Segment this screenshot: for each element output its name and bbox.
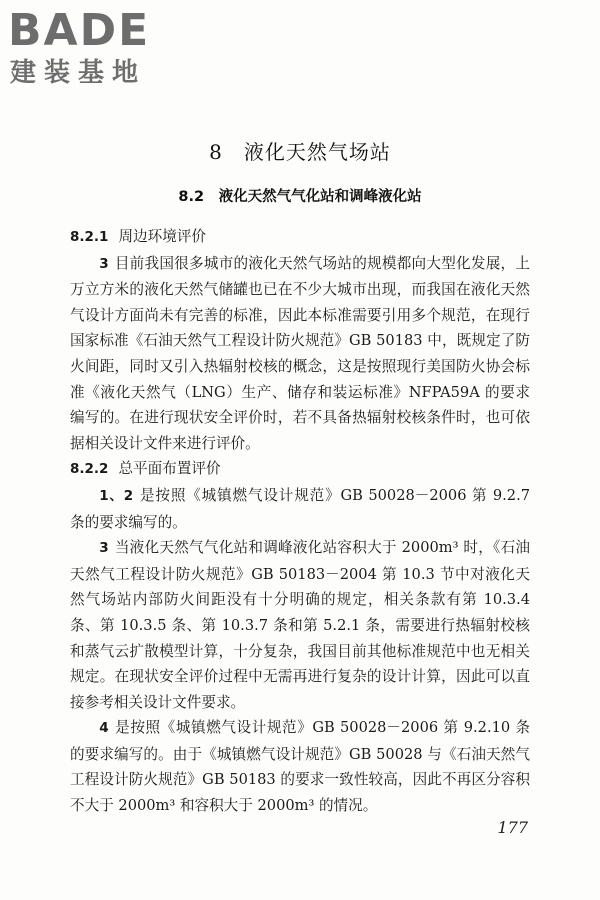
clause-paragraph xyxy=(70,715,530,818)
paragraph-text: 是按照《城镇燃气设计规范》GB 50028－2006 第 9.2.7 条的要求编写的。 xyxy=(70,486,530,531)
paragraph-item-number: 1、2 xyxy=(99,487,134,504)
clause-number: 8.2.2 xyxy=(70,461,109,478)
paragraph-item-number: 4 xyxy=(99,720,109,737)
brand-logo-wordmark: BADE xyxy=(8,5,151,56)
section-title: 8.2 液化天然气气化站和调峰液化站 xyxy=(178,189,422,205)
clause-title: 总平面布置评价 xyxy=(118,460,221,478)
paragraph-item-number: 3 xyxy=(99,255,109,272)
clause-heading xyxy=(70,456,530,483)
clause-paragraph xyxy=(70,483,530,535)
clause-heading xyxy=(70,224,530,251)
brand-logo xyxy=(8,6,188,90)
clause-paragraph xyxy=(70,535,530,715)
paragraph-item-number: 3 xyxy=(99,540,109,557)
paragraph-text: 是按照《城镇燃气设计规范》GB 50028－2006 第 9.2.10 条的要求编写的。由于《城镇燃气设计规范》GB 50028 与《石油天然气工程设计防火规范》GB 50183 的要求一致性较高，因此不再区分容积不大于 2000m³ 和容积大于 2000m³ 的情况。 xyxy=(70,719,530,815)
page-number: 177 xyxy=(497,818,528,837)
clause-title: 周边环境评价 xyxy=(118,228,207,245)
clause-number: 8.2.1 xyxy=(70,229,109,245)
clause-paragraph xyxy=(70,251,530,457)
body-content xyxy=(70,224,530,819)
chapter-title: 8 液化天然气场站 xyxy=(209,140,391,164)
paragraph-text: 目前我国很多城市的液化天然气场站的规模都向大型化发展，上万立方米的液化天然气储罐也已在不少大城市出现，而我国在液化天然气设计方面尚未有完善的标准，因此本标准需要引用多个规范，在现行国家标准《石油天然气工程设计防火规范》GB 50183 中，既规定了防火间距，同时又引入热辐射校核的概念，这是按照现行美国防火协会标准《液化天然气（LNG）生产、储存和装运标准》NFPA59A 的要求编写的。在进行现状安全评价时，若不具备热辐射校核条件时，也可依据相关设计文件来进行评价。 xyxy=(70,254,530,452)
brand-logo-subtitle: 建装基地 xyxy=(10,58,147,88)
paragraph-text: 当液化天然气气化站和调峰液化站容积大于 2000m³ 时，《石油天然气工程设计防火规范》GB 50183－2004 第 10.3 节中对液化天然气场站内部防火间距没有十分明确的规定，相关条款有第 10.3.4 条、第 10.3.5 条、第 10.3.7 条和第 5.2.1 条，需要进行热辐射校核和蒸气云扩散模型计算，十分复杂，我国目前其他标准规范中也无相关规定。在现状安全评价过程中无需再进行复杂的设计计算，因此可以直接参考相关设计文件要求。 xyxy=(70,539,530,711)
